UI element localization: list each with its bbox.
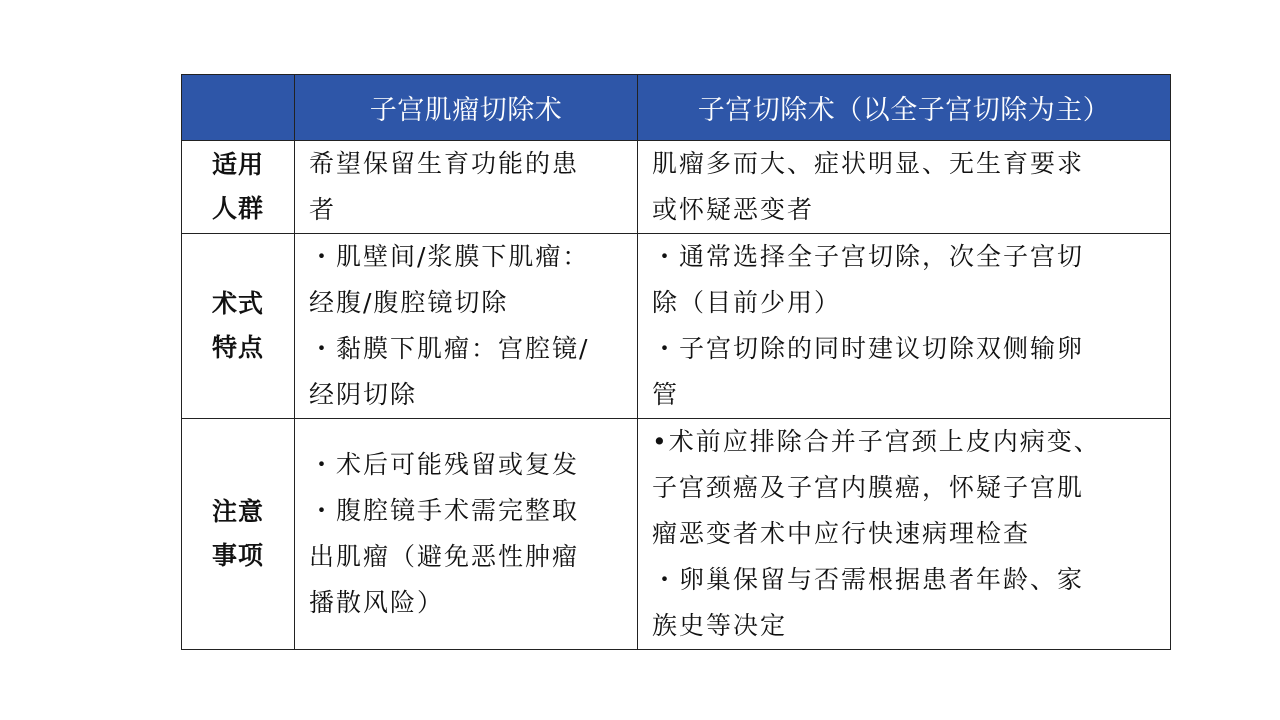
cell-text-line: 出肌瘤（避免恶性肿瘤 bbox=[309, 542, 580, 571]
cell-text-line: ・肌壁间/浆膜下肌瘤： bbox=[309, 242, 590, 271]
cell-text-line: ・通常选择全子宫切除，次全子宫切 bbox=[652, 242, 1085, 271]
cell-text-line: 瘤恶变者术中应行快速病理检查 bbox=[652, 519, 1031, 548]
cell-text-line: ・腹腔镜手术需完整取 bbox=[309, 496, 580, 525]
table-row-precautions bbox=[182, 419, 1171, 650]
cell-text-line: 者 bbox=[309, 195, 337, 224]
table-row-indications bbox=[182, 141, 1171, 234]
cell-myomectomy-indications bbox=[295, 141, 638, 234]
cell-text-line: 族史等决定 bbox=[652, 611, 788, 640]
row-label-line: 注意 bbox=[211, 497, 264, 526]
cell-text-line: 经腹/腹腔镜切除 bbox=[309, 288, 509, 317]
table-row-features bbox=[182, 234, 1171, 419]
cell-text-line: 经阴切除 bbox=[309, 380, 418, 409]
table-header-row bbox=[182, 75, 1171, 141]
row-label-line: 术式 bbox=[211, 289, 264, 318]
cell-text-line: •术前应排除合并子宫颈上皮内病变、 bbox=[652, 427, 1101, 456]
row-label-features bbox=[182, 234, 295, 419]
cell-text-line: ・黏膜下肌瘤：宫腔镜/ bbox=[309, 334, 590, 363]
cell-hysterectomy-precautions bbox=[638, 419, 1171, 650]
comparison-table bbox=[181, 74, 1171, 650]
row-label-line: 适用 bbox=[211, 150, 264, 179]
row-label-precautions bbox=[182, 419, 295, 650]
cell-text-line: ・子宫切除的同时建议切除双侧输卵 bbox=[652, 334, 1085, 363]
row-label-line: 事项 bbox=[211, 541, 264, 570]
cell-text-line: 播散风险） bbox=[309, 588, 445, 617]
cell-myomectomy-precautions bbox=[295, 419, 638, 650]
cell-text-line: 管 bbox=[652, 380, 680, 409]
cell-text-line: ・术后可能残留或复发 bbox=[309, 450, 580, 479]
cell-myomectomy-features bbox=[295, 234, 638, 419]
cell-hysterectomy-indications bbox=[638, 141, 1171, 234]
header-hysterectomy: 子宫切除术（以全子宫切除为主） bbox=[638, 75, 1171, 141]
row-label-indications bbox=[182, 141, 295, 234]
cell-text-line: 除（目前少用） bbox=[652, 288, 842, 317]
cell-text-line: 希望保留生育功能的患 bbox=[309, 149, 580, 178]
cell-text-line: 肌瘤多而大、症状明显、无生育要求 bbox=[652, 149, 1085, 178]
cell-text-line: 子宫颈癌及子宫内膜癌，怀疑子宫肌 bbox=[652, 473, 1085, 502]
header-corner-cell bbox=[182, 75, 295, 141]
row-label-line: 特点 bbox=[211, 333, 264, 362]
cell-hysterectomy-features bbox=[638, 234, 1171, 419]
row-label-line: 人群 bbox=[211, 194, 264, 223]
cell-text-line: 或怀疑恶变者 bbox=[652, 195, 815, 224]
cell-text-line: ・卵巢保留与否需根据患者年龄、家 bbox=[652, 565, 1085, 594]
header-myomectomy: 子宫肌瘤切除术 bbox=[295, 75, 638, 141]
